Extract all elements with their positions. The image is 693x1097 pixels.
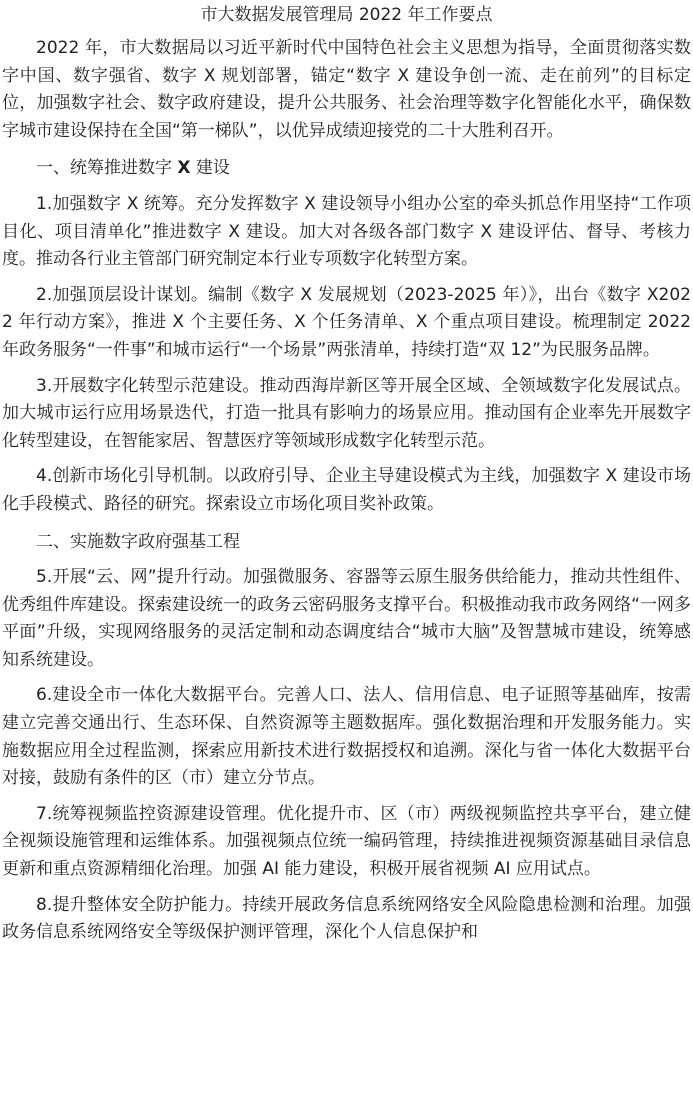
document-title: 市大数据发展管理局 2022 年工作要点 [200,5,493,25]
section-heading-1-prefix: 一、统筹推进数字 [36,158,172,179]
intro-paragraph: 2022 年，市大数据局以习近平新时代中国特色社会主义思想为指导，全面贯彻落实数字中国、数字强省、数字 X 规划部署，锚定“数字 X 建设争创一流、走在前列”的目标定位，加强数字社会、数字政府建设，提升公共服务、社会治理等数字化智能化水平，确保数字城市建设保持在全国“第一梯队”，以优异成绩迎接党的二十大胜利召开。 [2,38,691,141]
section-2-item-7: 7.统筹视频监控资源建设管理。优化提升市、区（市）两级视频监控共享平台，建立健全视频设施管理和运维体系。加强视频点位统一编码管理，持续推进视频资源基础目录信息更新和重点资源精细化治理。加强 AI 能力建设，积极开展省视频 AI 应用试点。 [2,803,691,880]
section-heading-1-x: X [177,158,191,179]
section-1-item-1: 1.加强数字 X 统筹。充分发挥数字 X 建设领导小组办公室的牵头抓总作用坚持“工作项目化、项目清单化”推进数字 X 建设。加大对各级各部门数字 X 建设评估、督导、考核力度。推动各行业主管部门研究制定本行业专项数字化转型方案。 [2,193,691,270]
section-1-item-2: 2.加强顶层设计谋划。编制《数字 X 发展规划（2023-2025 年）》，出台《数字 X2022 年行动方案》，推进 X 个主要任务、X 个任务清单、X 个重点项目建设。梳理制定 2022 年政务服务“一件事”和城市运行“一个场景”两张清单，持续打造“双 12”为民服务品牌。 [2,284,691,360]
section-1-item-4: 4.创新市场化引导机制。以政府引导、企业主导建设模式为主线，加强数字 X 建设市场化手段模式、路径的研究。探索设立市场化项目奖补政策。 [2,466,691,514]
section-heading-1-suffix: 建设 [195,158,230,179]
section-heading-1 [2,155,691,183]
section-heading-2: 二、实施数字政府强基工程 [36,531,240,552]
section-1-item-3: 3.开展数字化转型示范建设。推动西海岸新区等开展全区域、全领域数字化发展试点。加大城市运行应用场景迭代，打造一批具有影响力的场景应用。推动国有企业率先开展数字化转型建设，在智能家居、智慧医疗等领域形成数字化转型示范。 [2,375,691,451]
section-2-item-8: 8.提升整体安全防护能力。持续开展政务信息系统网络安全风险隐患检测和治理。加强政务信息系统网络安全等级保护测评管理，深化个人信息保护和 [2,894,691,943]
section-2-item-5: 5.开展“云、网”提升行动。加强微服务、容器等云原生服务供给能力，推动共性组件、优秀组件库建设。探索建设统一的政务云密码服务支撑平台。积极推动我市政务网络“一网多平面”升级，实现网络服务的灵活定制和动态调度结合“城市大脑”及智慧城市建设，统筹感知系统建设。 [2,567,691,670]
section-2-item-6: 6.建设全市一体化大数据平台。完善人口、法人、信用信息、电子证照等基础库，按需建立完善交通出行、生态环保、自然资源等主题数据库。强化数据治理和开发服务能力。实施数据应用全过程监测，探索应用新技术进行数据授权和追溯。深化与省一体化大数据平台对接，鼓励有条件的区（市）建立分节点。 [2,685,691,789]
